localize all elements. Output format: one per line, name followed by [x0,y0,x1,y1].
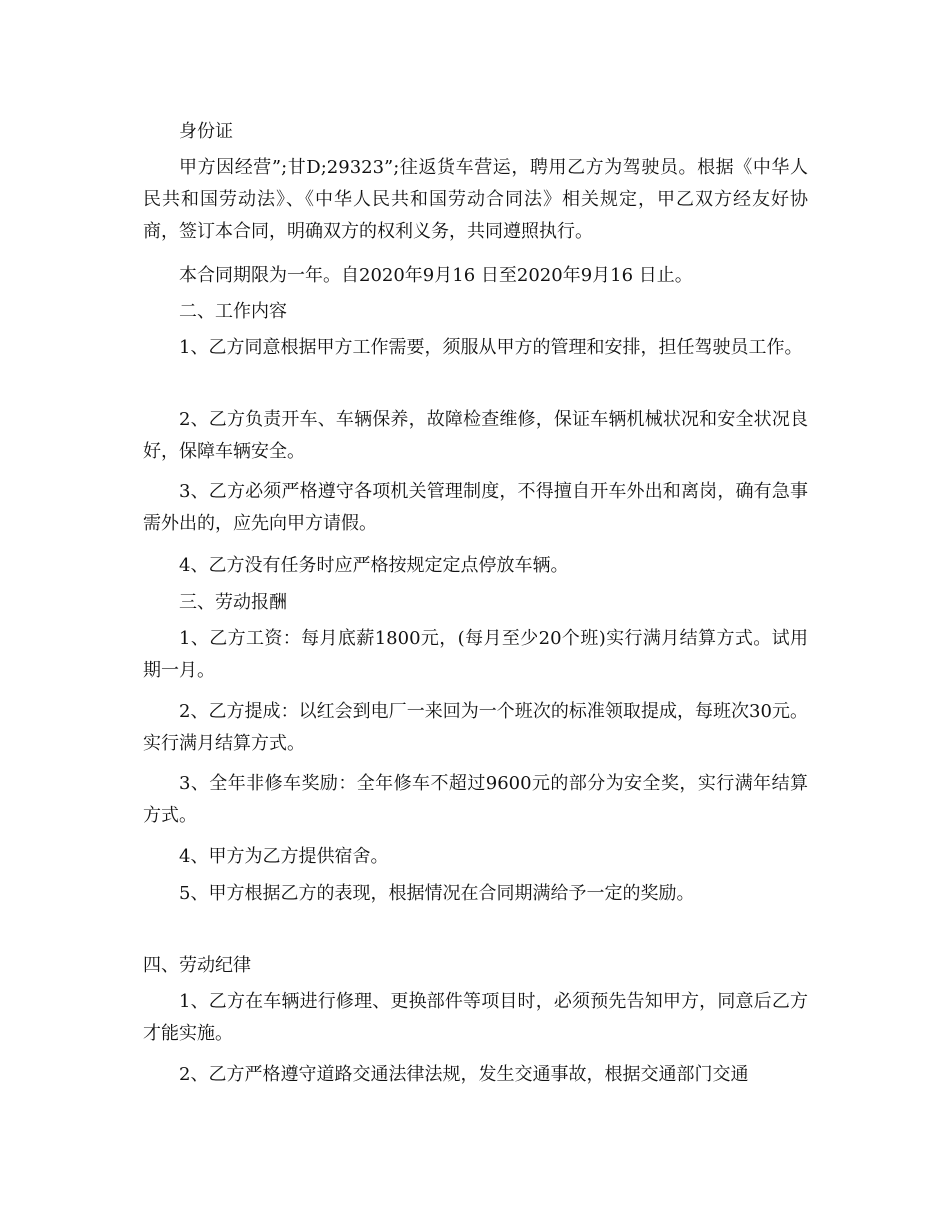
paragraph-pay-1: 1、乙方工资：每月底薪1800元，(每月至少20个班)实行满月结算方式。试用期一月。 [143,628,808,681]
paragraph-pay-5: 5、甲方根据乙方的表现，根据情况在合同期满给予一定的奖励。 [179,883,695,904]
paragraph-pay-3: 3、全年非修车奖励：全年修车不超过9600元的部分为安全奖，实行满年结算方式。 [143,773,808,826]
paragraph-id-card: 身份证 [179,121,233,142]
section-heading-work-content: 二、工作内容 [179,301,287,322]
paragraph-intro: 甲方因经营”;甘D;29323”;往返货车营运，聘用乙方为驾驶员。根据《中华人民共和国劳动法》、《中华人民共和国劳动合同法》相关规定，甲乙双方经友好协商，签订本合同，明确双方的权利义务，共同遵照执行。 [143,157,808,242]
paragraph-term: 本合同期限为一年。自2020年9月16 日至2020年9月16 日止。 [179,265,693,286]
paragraph-work-1: 1、乙方同意根据甲方工作需要，须服从甲方的管理和安排，担任驾驶员工作。 [179,337,803,358]
paragraph-work-2: 2、乙方负责开车、车辆保养，故障检查维修，保证车辆机械状况和安全状况良好，保障车辆安全。 [143,409,808,462]
paragraph-work-3: 3、乙方必须严格遵守各项机关管理制度，不得擅自开车外出和离岗，确有急事需外出的，应先向甲方请假。 [143,481,808,534]
paragraph-pay-2: 2、乙方提成：以红会到电厂一来回为一个班次的标准领取提成，每班次30元。实行满月结算方式。 [143,701,808,754]
paragraph-discipline-2: 2、乙方严格遵守道路交通法律法规，发生交通事故，根据交通部门交通 [179,1064,749,1085]
section-heading-discipline: 四、劳动纪律 [143,955,251,976]
paragraph-pay-4: 4、甲方为乙方提供宿舍。 [179,846,389,867]
paragraph-work-4: 4、乙方没有任务时应严格按规定定点停放车辆。 [179,555,569,576]
paragraph-discipline-1: 1、乙方在车辆进行修理、更换部件等项目时，必须预先告知甲方，同意后乙方才能实施。 [143,991,808,1044]
section-heading-remuneration: 三、劳动报酬 [179,592,287,613]
